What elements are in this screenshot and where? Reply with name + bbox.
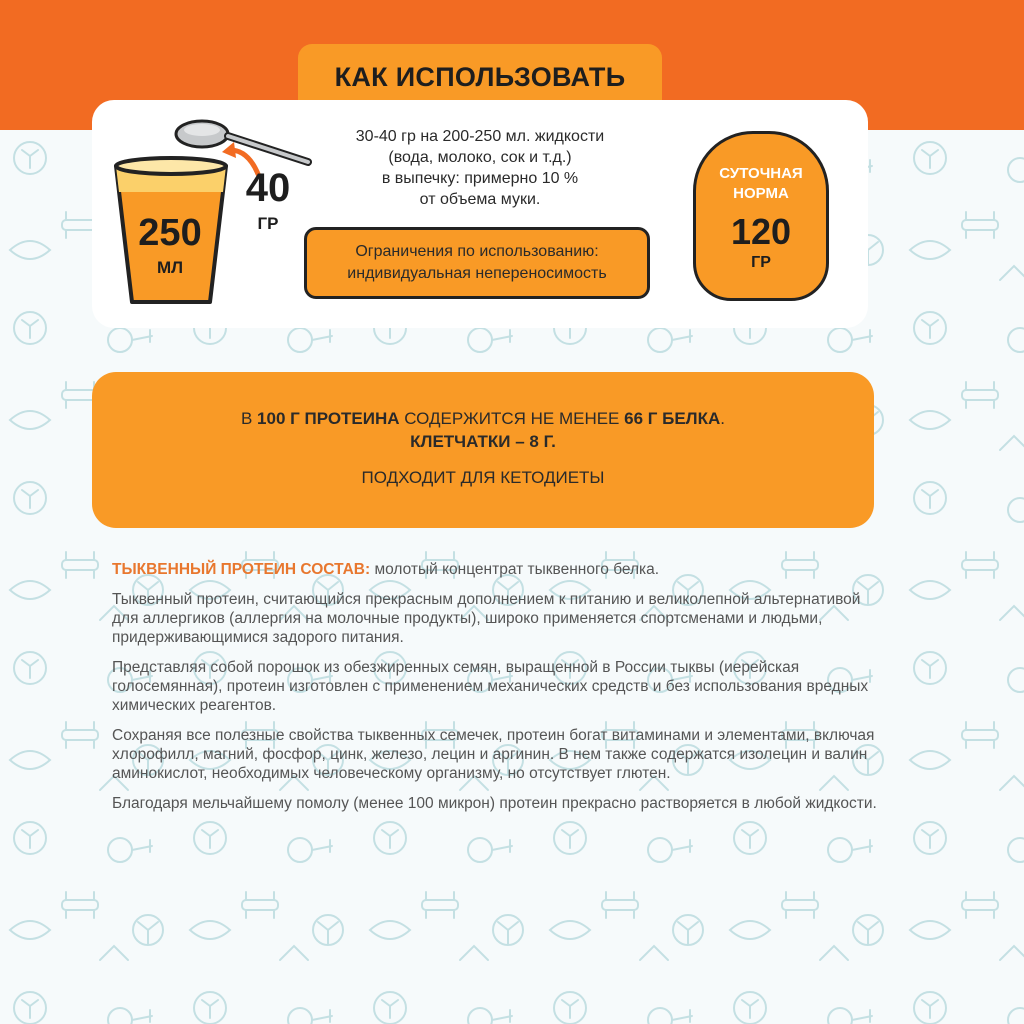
description-paragraph: Представляя собой порошок из обезжиренных семян, выращенной в России тыквы (иерейская голосемянная), протеин изготовлен с применением механических средств и без использования вредных химических реагентов. xyxy=(112,659,869,714)
composition-text: молотый концентрат тыквенного белка. xyxy=(370,561,660,578)
cup-unit: МЛ xyxy=(156,258,184,277)
protein-min: 66 Г БЕЛКА xyxy=(624,409,721,428)
usage-line: 30-40 гр на 200-250 мл. жидкости xyxy=(355,128,605,145)
daily-norm-label1: СУТОЧНАЯ xyxy=(719,165,803,182)
protein-amount: 100 Г ПРОТЕИНА xyxy=(257,409,400,428)
description-paragraph: Благодаря мельчайшему помолу (менее 100 микрон) протеин прекрасно растворяется в любой жидкости. xyxy=(112,795,877,812)
protein-text: В xyxy=(240,409,258,428)
protein-text: СОДЕРЖИТСЯ НЕ МЕНЕЕ xyxy=(399,409,625,428)
description-paragraph: Тыквенный протеин, считающийся прекрасным дополнением к питанию и великолепной альтернативой для аллергиков (аллергия на молочные продукты), широко применяется спортсменами и людьми, придерживающимися задорого питания. xyxy=(112,591,861,646)
description xyxy=(112,560,888,824)
page-title: КАК ИСПОЛЬЗОВАТЬ xyxy=(334,61,626,92)
daily-norm-label2: НОРМА xyxy=(733,185,789,202)
fiber-line: КЛЕТЧАТКИ – 8 Г. xyxy=(410,432,556,451)
limitation-line2: индивидуальная непереносимость xyxy=(347,265,607,282)
limitation-line1: Ограничения по использованию: xyxy=(355,243,599,260)
limitation-box xyxy=(304,227,650,299)
usage-line: от объема муки. xyxy=(419,191,541,208)
cup-volume xyxy=(120,214,220,278)
spoon-unit: ГР xyxy=(257,214,279,233)
keto-line: ПОДХОДИТ ДЛЯ КЕТОДИЕТЫ xyxy=(361,468,605,487)
daily-norm-amount: 120 xyxy=(730,211,792,252)
spoon-amount-block xyxy=(238,168,298,234)
daily-norm-badge xyxy=(693,131,829,301)
protein-content-line xyxy=(92,408,874,430)
composition-heading: ТЫКВЕННЫЙ ПРОТЕИН СОСТАВ: xyxy=(112,561,371,578)
usage-line: в выпечку: примерно 10 % xyxy=(381,170,579,187)
composition-paragraph xyxy=(112,560,888,579)
protein-info-box xyxy=(92,372,874,528)
spoon-amount: 40 xyxy=(245,166,291,210)
protein-text: . xyxy=(720,409,725,428)
daily-norm-unit: ГР xyxy=(751,254,771,271)
description-paragraph: Сохраняя все полезные свойства тыквенных семечек, протеин богат витаминами и элементами, включая хлорофилл, магний, фосфор, цинк, железо, лецин и аргинин. В нем также содержатся изолецин и валин аминокислот, необходимых человеческому организму, но отсутствует глютен. xyxy=(112,727,875,782)
usage-line: (вода, молоко, сок и т.д.) xyxy=(388,149,572,166)
cup-amount: 250 xyxy=(138,212,202,254)
usage-instructions xyxy=(310,126,650,210)
